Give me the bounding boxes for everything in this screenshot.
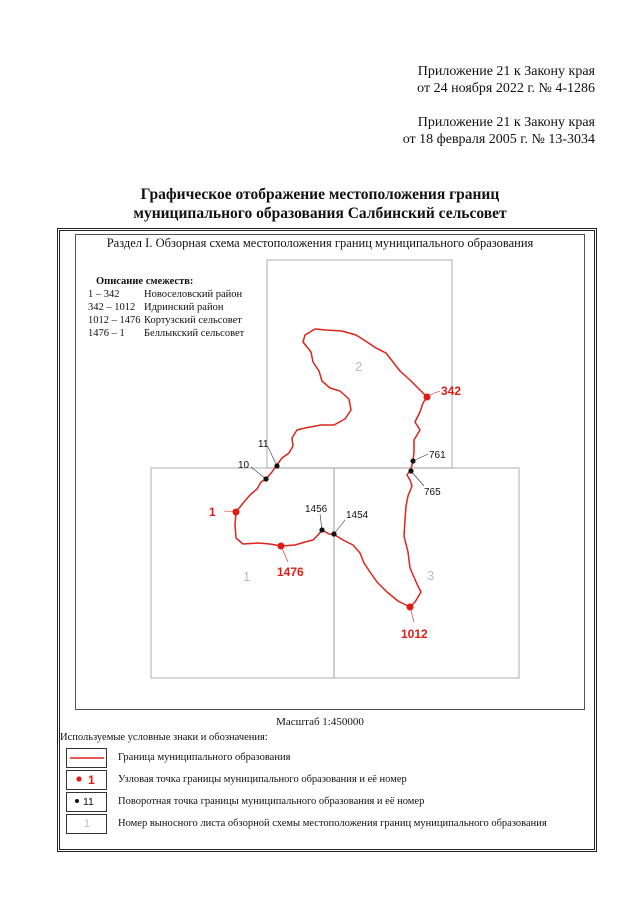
legend-swatch-turning	[66, 792, 107, 812]
legend-item-boundary	[66, 748, 586, 768]
label-ray-1454	[334, 520, 345, 534]
turning-label-761: 761	[429, 450, 446, 461]
section-title: Раздел I. Обзорная схема местоположения границ муниципального образования	[106, 236, 534, 250]
adjacency-range: 1 – 342	[88, 289, 120, 300]
adjacency-row	[88, 301, 244, 314]
turning-label-10: 10	[238, 460, 250, 471]
legend-text-turning: Поворотная точка границы муниципального образования и её номер	[118, 796, 425, 807]
legend-text-boundary: Граница муниципального образования	[118, 752, 291, 763]
legend-title: Используемые условные знаки и обозначения:	[60, 732, 268, 743]
adjacency-row	[88, 288, 244, 301]
nodal-point-1476	[278, 543, 285, 550]
label-ray-765	[411, 471, 424, 486]
turning-point-10	[263, 476, 268, 481]
turning-point-761	[410, 458, 415, 463]
title-line-2: муниципального образования Салбинский сельсовет	[133, 205, 507, 222]
label-ray-11	[268, 447, 277, 466]
nodal-point-1	[233, 509, 240, 516]
legend-sheet-sample: 1	[84, 818, 91, 830]
sheet-label-1: 1	[243, 569, 251, 584]
legend-text-sheet: Номер выносного листа обзорной схемы местоположения границ муниципального образования	[118, 818, 547, 829]
title-line-1: Графическое отображение местоположения границ	[140, 186, 500, 203]
legend-swatch-boundary	[66, 748, 107, 768]
adjacency-name: Беллыкский сельсовет	[144, 328, 245, 339]
legend-turning-sample: 11	[83, 796, 94, 808]
turning-label-765: 765	[424, 487, 441, 498]
header-line-3: Приложение 21 к Закону края	[417, 115, 595, 130]
adjacency-description	[88, 275, 244, 340]
sheet-label-3: 3	[427, 568, 435, 583]
turning-label-1456: 1456	[305, 504, 328, 515]
legend-item-turning	[66, 792, 586, 812]
turning-label-1454: 1454	[346, 510, 369, 521]
sheet-label-2: 2	[355, 359, 363, 374]
legend-text-nodal: Узловая точка границы муниципального образования и её номер	[118, 774, 407, 785]
turning-point-1454	[331, 531, 336, 536]
adjacency-row	[88, 327, 244, 340]
turning-point-11	[274, 463, 279, 468]
nodal-label-1012: 1012	[401, 627, 428, 641]
nodal-label-342: 342	[441, 384, 462, 398]
turning-point-1456	[319, 527, 324, 532]
adjacency-title: Описание смежеств:	[96, 276, 194, 287]
header-line-2: от 24 ноября 2022 г. № 4-1286	[417, 81, 595, 96]
legend-item-sheet	[66, 814, 586, 834]
legend-nodal-sample: 1	[88, 773, 95, 787]
adjacency-name: Идринский район	[144, 302, 224, 313]
adjacency-row	[88, 314, 244, 327]
turning-point-765	[408, 468, 413, 473]
nodal-label-1: 1	[209, 505, 216, 519]
label-ray-10	[251, 467, 266, 479]
legend-swatch-sheet	[66, 814, 107, 834]
nodal-point-1012	[407, 604, 414, 611]
adjacency-name: Кортузский сельсовет	[144, 315, 242, 326]
header-line-4: от 18 февраля 2005 г. № 13-3034	[402, 132, 595, 147]
adjacency-range: 1012 – 1476	[88, 315, 141, 326]
header-line-1: Приложение 21 к Закону края	[417, 64, 595, 79]
adjacency-range: 1476 – 1	[88, 328, 125, 339]
nodal-label-1476: 1476	[277, 565, 304, 579]
adjacency-range: 342 – 1012	[88, 302, 136, 313]
legend-item-nodal	[66, 770, 586, 790]
map-scale: Масштаб 1:450000	[276, 716, 364, 728]
nodal-point-342	[424, 394, 431, 401]
adjacency-name: Новоселовский район	[144, 289, 243, 300]
legend-swatch-nodal	[66, 770, 107, 790]
turning-label-11: 11	[258, 439, 269, 450]
